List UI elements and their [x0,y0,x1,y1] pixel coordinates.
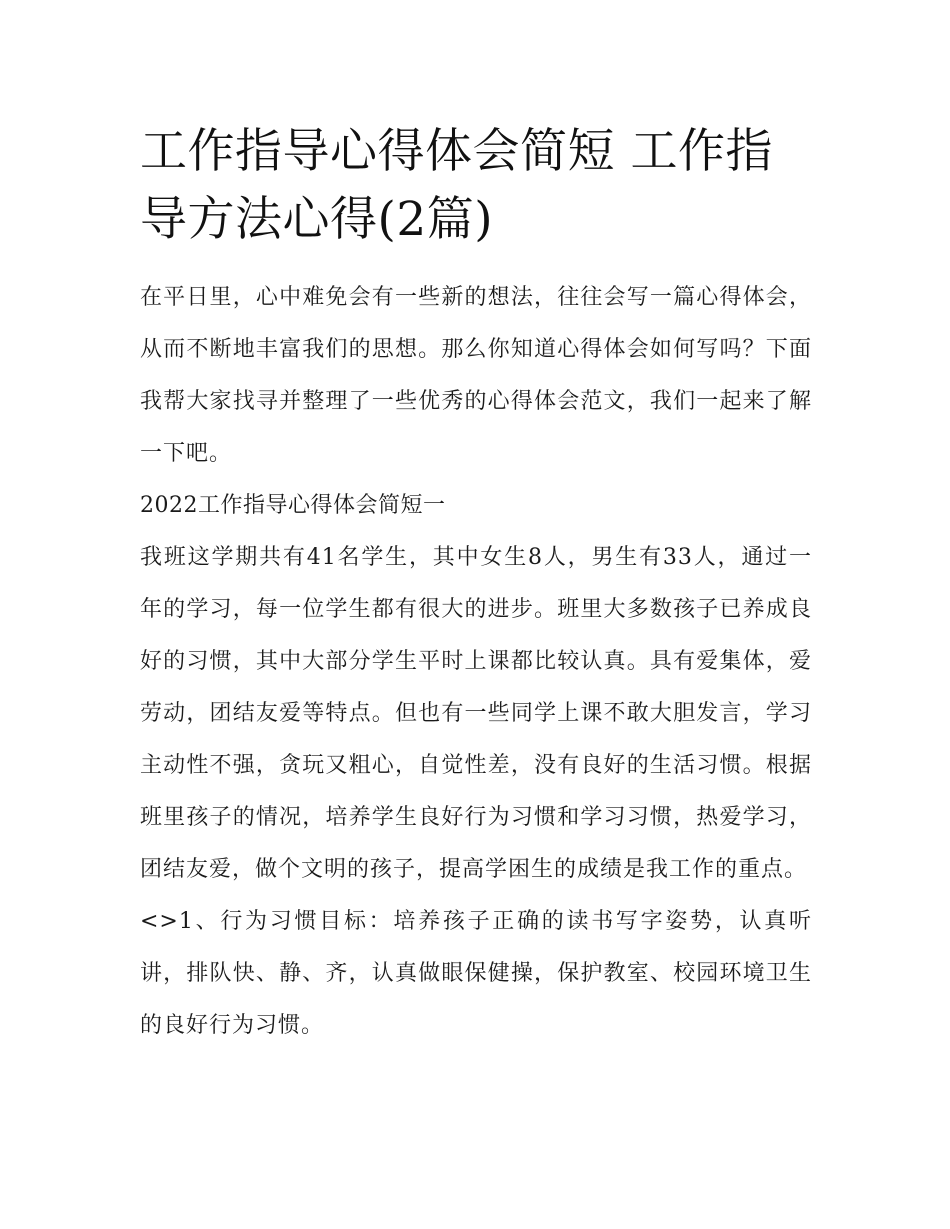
body-paragraph: <>1、行为习惯目标：培养孩子正确的读书写字姿势，认真听讲，排队快、静、齐，认真做眼保健操，保护教室、校园环境卫生的良好行为习惯。 [140,909,812,1038]
document-page [140,118,812,1052]
section-heading: 2022工作指导心得体会简短一 [140,493,446,518]
body-paragraph: 我班这学期共有41名学生，其中女生8人，男生有33人，通过一年的学习，每一位学生都有很大的进步。班里大多数孩子已养成良好的习惯，其中大部分学生平时上课都比较认真。具有爱集体，爱劳动，团结友爱等特点。但也有一些同学上课不敢大胆发言，学习主动性不强，贪玩又粗心，自觉性差，没有良好的生活习惯。根据班里孩子的情况，培养学生良好行为习惯和学习习惯，热爱学习，团结友爱，做个文明的孩子，提高学困生的成绩是我工作的重点。 [140,545,812,882]
document-title: 工作指导心得体会简短 工作指导方法心得(2篇) [140,124,773,247]
intro-paragraph: 在平日里，心中难免会有一些新的想法，往往会写一篇心得体会，从而不断地丰富我们的思想。那么你知道心得体会如何写吗？下面我帮大家找寻并整理了一些优秀的心得体会范文，我们一起来了解一下吧。 [140,285,812,466]
